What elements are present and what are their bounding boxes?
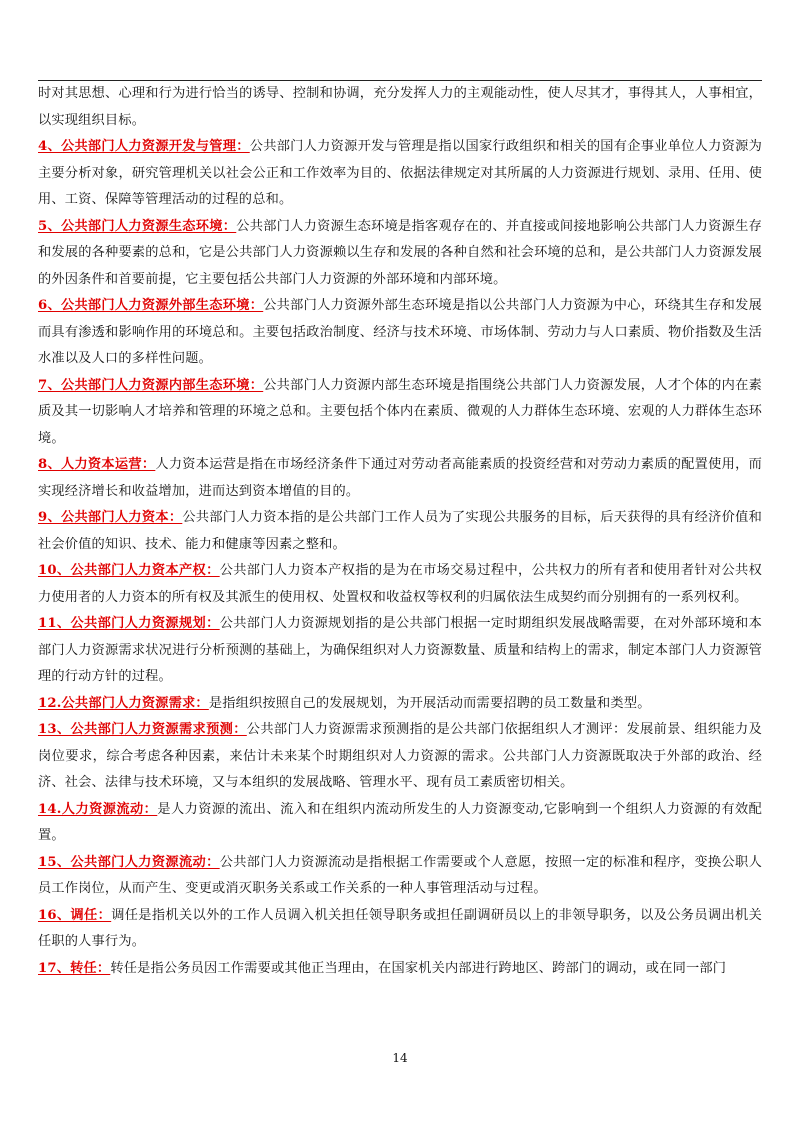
- term-definition: 调任是指机关以外的工作人员调入机关担任领导职务或担任副调研员以上的非领导职务，以及公务员调出机关任职的人事行为。: [38, 907, 762, 949]
- term-definition: 公共部门人力资源开发与管理是指以国家行政组织和相关的国有企事业单位人力资源为主要分析对象，研究管理机关以社会公正和工作效率为目的、依据法律规定对其所属的人力资源进行规划、录用、任用、使用、工资、保障等管理活动的过程的总和。: [38, 139, 763, 207]
- document-body: [38, 81, 762, 982]
- term-definition: 公共部门人力资源内部生态环境是指围绕公共部门人力资源发展，人才个体的内在素质及其一切影响人才培养和管理的环境之总和。主要包括个体内在素质、微观的人力群体生态环境、宏观的人力群体生态环境。: [38, 377, 762, 446]
- term-heading: 5、公共部门人力资源生态环境：: [38, 218, 237, 234]
- term-definition: 公共部门人力资本产权指的是为在市场交易过程中，公共权力的所有者和使用者针对公共权力使用者的人力资本的所有权及其派生的使用权、处置权和收益权等权利的归属依法生成契约而分别拥有的一系列权利。: [38, 563, 763, 605]
- term-heading: 17、转任：: [38, 960, 111, 976]
- term-heading: 13、公共部门人力资源需求预测：: [38, 722, 247, 737]
- term-heading: 8、人力资本运营：: [38, 457, 156, 472]
- definition-paragraph-8: [38, 452, 762, 505]
- term-definition: 人力资本运营是指在市场经济条件下通过对劳动者高能素质的投资经营和对劳动力素质的配置使用，而实现经济增长和收益增加，进而达到资本增值的目的。: [38, 457, 762, 499]
- term-definition: 是人力资源的流出、流入和在组织内流动所发生的人力资源变动,它影响到一个组织人力资源的有效配置。: [38, 801, 762, 843]
- term-heading: 15、公共部门人力资源流动：: [38, 854, 220, 870]
- definition-paragraph-15: [38, 850, 762, 903]
- term-heading: 10、公共部门人力资本产权：: [38, 563, 220, 578]
- term-definition: 公共部门人力资源流动是指根据工作需要或个人意愿，按照一定的标准和程序，变换公职人员工作岗位，从而产生、变更或消灭职务关系或工作关系的一种人事管理活动与过程。: [38, 854, 763, 896]
- term-definition: 公共部门人力资源需求预测指的是公共部门依据组织人才测评：发展前景、组织能力及岗位要求，综合考虑各种因素，来估计未来某个时期组织对人力资源的需求。公共部门人力资源既取决于外部的政治、经济、社会、法律与技术环境，又与本组织的发展战略、管理水平、现有员工素质密切相关。: [38, 722, 762, 790]
- definition-paragraph-16: [38, 903, 762, 956]
- definition-paragraph-17: [38, 956, 762, 983]
- term-heading: 12.公共部门人力资源需求：: [38, 695, 209, 711]
- term-heading: 16、调任：: [38, 907, 112, 923]
- term-heading: 14.人力资源流动：: [38, 801, 158, 817]
- term-heading: 6、公共部门人力资源外部生态环境：: [38, 298, 264, 313]
- definition-paragraph-9: [38, 505, 762, 558]
- definition-paragraph-5: [38, 214, 762, 294]
- definition-paragraph-4: [38, 134, 762, 214]
- term-heading: 9、公共部门人力资本：: [38, 510, 183, 525]
- intro-text: 时对其思想、心理和行为进行恰当的诱导、控制和协调，充分发挥人力的主观能动性，使人尽其才，事得其人，人事相宜，以实现组织目标。: [38, 86, 762, 128]
- definition-paragraph-10: [38, 558, 762, 611]
- definition-paragraph-6: [38, 293, 762, 373]
- term-definition: 是指组织按照自己的发展规划，为开展活动而需要招聘的员工数量和类型。: [208, 695, 651, 711]
- intro-paragraph: [38, 81, 762, 134]
- term-heading: 7、公共部门人力资源内部生态环境：: [38, 377, 264, 393]
- definition-paragraph-7: [38, 373, 762, 453]
- term-definition: 公共部门人力资源生态环境是指客观存在的、并直接或间接地影响公共部门人力资源生存和发展的各种要素的总和，它是公共部门人力资源赖以生存和发展的各种自然和社会环境的总和，是公共部门人力资源发展的外因条件和首要前提，它主要包括公共部门人力资源的外部环境和内部环境。: [38, 218, 762, 287]
- term-definition: 公共部门人力资源规划指的是公共部门根据一定时期组织发展战略需要，在对外部环境和本部门人力资源需求状况进行分析预测的基础上，为确保组织对人力资源数量、质量和结构上的需求，制定本部门人力资源管理的行动方针的过程。: [38, 616, 763, 684]
- definition-paragraph-14: [38, 797, 762, 850]
- page-number: 14: [392, 1051, 408, 1065]
- term-definition: 转任是指公务员因工作需要或其他正当理由，在国家机关内部进行跨地区、跨部门的调动，或在同一部门: [110, 960, 727, 976]
- term-definition: 公共部门人力资本指的是公共部门工作人员为了实现公共服务的目标，后天获得的具有经济价值和社会价值的知识、技术、能力和健康等因素之整和。: [38, 510, 762, 552]
- term-heading: 4、公共部门人力资源开发与管理：: [38, 139, 250, 154]
- term-definition: 公共部门人力资源外部生态环境是指以公共部门人力资源为中心，环绕其生存和发展而具有渗透和影响作用的环境总和。主要包括政治制度、经济与技术环境、市场体制、劳动力与人口素质、物价指数及生活水准以及人口的多样性问题。: [38, 298, 762, 366]
- term-heading: 11、公共部门人力资源规划：: [38, 616, 220, 631]
- definition-paragraph-13: [38, 717, 762, 797]
- definition-paragraph-11: [38, 611, 762, 691]
- definition-paragraph-12: [38, 691, 762, 718]
